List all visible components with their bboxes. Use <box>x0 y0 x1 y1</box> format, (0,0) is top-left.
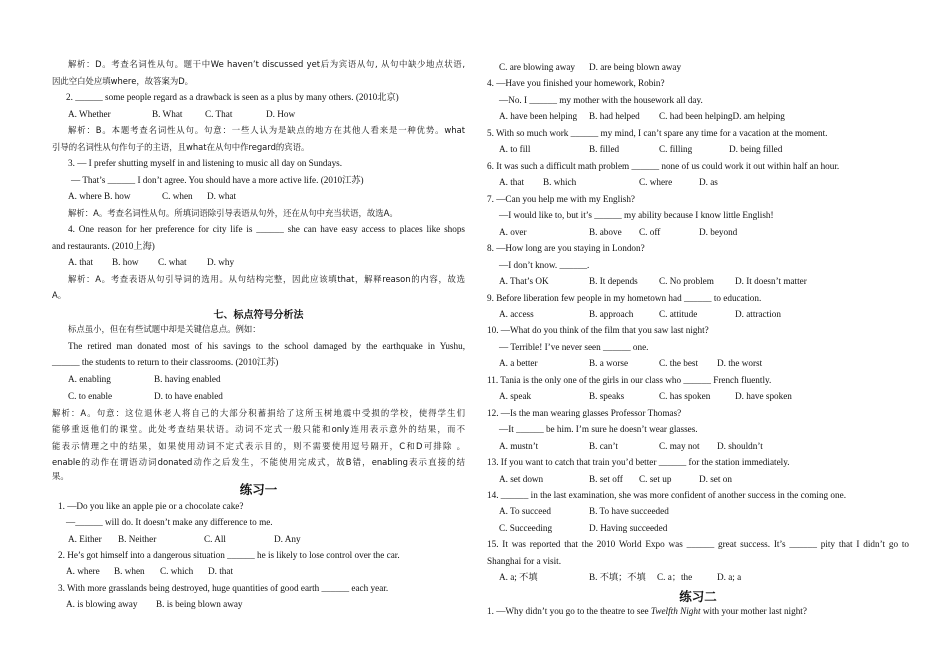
answer-option: D. attraction <box>735 309 781 319</box>
question-line: —No. I ______ my mother with the housework all day. <box>499 95 703 105</box>
explanation-line: 解析：A。句意：这位退休老人将自己的大部分积蓄捐给了这所玉树地震中受损的学校，使得学生们 <box>52 408 465 418</box>
answer-option: A. speak <box>499 391 532 401</box>
answer-option: C. which <box>160 566 194 576</box>
answer-option: A. that <box>68 257 94 267</box>
play-title: Twelfth Night <box>650 606 701 616</box>
answer-option: B. filled <box>589 144 620 154</box>
answer-option: B. It depends <box>589 276 638 286</box>
question-line: and restaurants. (2010上海) <box>52 241 155 251</box>
answer-option: D. a; a <box>717 572 742 582</box>
question-line: 10. —What do you think of the film that you saw last night? <box>487 325 709 335</box>
answer-option: B. can’t <box>589 441 618 451</box>
question-line: Shanghai for a visit. <box>487 556 561 566</box>
explanation-line: enable的动作在谓语动词donated动作之后发生，不能使用完成式，故B错，enabling表示直接的结 <box>52 457 465 467</box>
answer-option: D. beyond <box>699 227 738 237</box>
answer-option: C. had been helpingD. am helping <box>659 111 785 121</box>
answer-option: A. a; 不填 <box>499 572 538 582</box>
answer-option: C. where <box>639 177 673 187</box>
question-line: 14. ______ in the last examination, she was more confident of another success in the coming one. <box>487 490 846 500</box>
answer-option: C. the best <box>659 358 699 368</box>
question-line: 7. —Can you help me with my English? <box>487 194 636 204</box>
answer-option: A. enabling <box>68 374 111 384</box>
answer-option: B. which <box>543 177 577 187</box>
explanation-line: 因此空白处应填where，故答案为D。 <box>52 76 194 86</box>
answer-option: C. filling <box>659 144 693 154</box>
answer-option: A. mustn’t <box>499 441 539 451</box>
answer-option: A. have been helping <box>499 111 578 121</box>
answer-option: B. Neither <box>118 534 157 544</box>
question-line <box>487 605 807 617</box>
answer-option: A. a better <box>499 358 538 368</box>
answer-option: A. Either <box>68 534 102 544</box>
answer-option: C. what <box>158 257 187 267</box>
answer-option: A. set down <box>499 474 544 484</box>
question-line: 9. Before liberation few people in my hometown had ______ to education. <box>487 293 762 303</box>
answer-option: B. having enabled <box>154 374 221 384</box>
answer-option: D. Any <box>274 534 301 544</box>
answer-option: D. to have enabled <box>154 391 223 401</box>
answer-option: A. is blowing away <box>66 599 138 609</box>
explanation-line: 能表示情理之中的结果，如果使用动词不定式表示目的，则不需要使用逗号隔开，C和D可排除 。 <box>52 441 465 451</box>
answer-option: C. All <box>204 534 226 544</box>
question-line: 2. ______ some people regard as a drawback is seen as a plus by many others. (2010北京) <box>66 92 399 102</box>
answer-option: B. set off <box>589 474 623 484</box>
question-line: 5. With so much work ______ my mind, I can’t spare any time for a vacation at the moment. <box>487 128 828 138</box>
answer-option: D. set on <box>699 474 732 484</box>
answer-option: C. set up <box>639 474 672 484</box>
answer-option: D. as <box>699 177 718 187</box>
answer-option: D. How <box>266 109 296 119</box>
explanation-line: 引导的名词性从句作句子的主语，且what在从句中作regard的宾语。 <box>52 142 310 152</box>
question-line: ______ the students to return to their classrooms. (2010江苏) <box>52 357 279 367</box>
section-heading-practice-2: 练习二 <box>679 589 717 604</box>
answer-option: D. are being blown away <box>589 62 682 72</box>
question-line: 1. —Do you like an apple pie or a chocolate cake? <box>58 501 244 511</box>
answer-option: C. That <box>205 109 233 119</box>
question-line: 6. It was such a difficult math problem ______ none of us could work it out within half an hour. <box>487 161 840 171</box>
explanation-line: 解析：A。考查表语从句引导词的选用。从句结构完整，因此应该填that，解释reason的内容，故选 <box>68 274 465 284</box>
answer-option: C. Succeeding <box>499 523 553 533</box>
question-line: —I would like to, but it’s ______ my ability because I know little English! <box>499 210 774 220</box>
question-line: 12. —Is the man wearing glasses Professor Thomas? <box>487 408 682 418</box>
answer-option: D. that <box>208 566 234 576</box>
answer-option: C. attitude <box>659 309 698 319</box>
answer-option: C. to enable <box>68 391 113 401</box>
answer-option: C. off <box>639 227 661 237</box>
explanation-line: 果。 <box>52 471 69 481</box>
question-line: — Terrible! I’ve never seen ______ one. <box>499 342 649 352</box>
answer-option: A. That’s OK <box>499 276 549 286</box>
answer-option: A. to fill <box>499 144 531 154</box>
answer-option: A. over <box>499 227 527 237</box>
answer-option: C. are blowing away <box>499 62 576 72</box>
answer-option: A. To succeed <box>499 506 551 516</box>
explanation-line: 解析：A。考查名词性从句。所填词语除引导表语从句外，还在从句中充当状语，故选A。 <box>68 208 398 218</box>
answer-option: B. above <box>589 227 622 237</box>
answer-option: B. To have succeeded <box>589 506 669 516</box>
section-heading-practice-1: 练习一 <box>239 482 278 497</box>
question-line: —I don’t know. ______. <box>499 260 590 270</box>
explanation-line: 解析：B。本题考查名词性从句。句意：一些人认为是缺点的地方在其他人看来是一种优势。what <box>68 125 465 135</box>
question-line: 3. With more grasslands being destroyed, huge quantities of good earth ______ each year. <box>58 583 389 593</box>
answer-option: B. had helped <box>589 111 640 121</box>
question-line: 4. —Have you finished your homework, Robin? <box>487 78 665 88</box>
answer-option: B. a worse <box>589 358 629 368</box>
question-line: —______ will do. It doesn’t make any difference to me. <box>66 517 273 527</box>
answer-option: C. No problem <box>659 276 714 286</box>
answer-option: B. 不填；不填 <box>589 572 646 582</box>
answer-option: D. It doesn’t matter <box>735 276 807 286</box>
section-heading-punctuation: 七、标点符号分析法 <box>213 310 304 321</box>
answer-option: A. Whether <box>68 109 111 119</box>
answer-option: B. when <box>114 566 145 576</box>
answer-option: A. that <box>499 177 525 187</box>
question-line: —It ______ be him. I’m sure he doesn’t wear glasses. <box>499 424 698 434</box>
question-line: 2. He’s got himself into a dangerous situation ______ he is likely to lose control over the car. <box>58 550 400 560</box>
answer-option: A. where <box>66 566 100 576</box>
explanation-line: 标点虽小，但在有些试题中却是关键信息点。例如： <box>68 324 261 334</box>
question-line: — That’s ______ I don’t agree. You should have a more active life. (2010江苏) <box>71 175 364 185</box>
question-line: 3. — I prefer shutting myself in and listening to music all day on Sundays. <box>68 158 343 168</box>
answer-option: B. speaks <box>589 391 625 401</box>
answer-option: B. is being blown away <box>156 599 243 609</box>
explanation-line: 能够重返他们的课堂。此处考查结果状语。动词不定式一般只能和only连用表示意外的结果，而不 <box>52 424 465 434</box>
answer-option: A. where B. how <box>68 191 131 201</box>
answer-option: C. has spoken <box>659 391 711 401</box>
question-line: 4. One reason for her preference for city life is ______ she can have easy access to places like shops <box>68 224 465 234</box>
answer-option: C. a；the <box>657 572 693 582</box>
answer-option: C. when <box>162 191 193 201</box>
answer-option: A. access <box>499 309 534 319</box>
explanation-line: A。 <box>52 290 67 300</box>
answer-option: D. what <box>207 191 237 201</box>
answer-option: D. being filled <box>729 144 783 154</box>
answer-option: D. Having succeeded <box>589 523 668 533</box>
answer-option: B. What <box>152 109 183 119</box>
question-line: 13. If you want to catch that train you’d better ______ for the station immediately. <box>487 457 790 467</box>
explanation-line: 解析：D。考查名词性从句。题干中We haven’t discussed yet后为宾语从句, 从句中缺少地点状语, <box>68 59 465 69</box>
answer-option: D. have spoken <box>735 391 792 401</box>
question-line: 15. It was reported that the 2010 World Expo was ______ great success. It’s ______ pity that I didn’t go to <box>487 539 909 549</box>
question-text: with your mother last night? <box>700 606 807 616</box>
question-text: 1. —Why didn’t you go to the theatre to see <box>487 606 651 616</box>
question-line: The retired man donated most of his savings to the school damaged by the earthquake in Yushu, <box>68 341 465 351</box>
answer-option: C. may not <box>659 441 700 451</box>
question-line: 8. —How long are you staying in London? <box>487 243 645 253</box>
answer-option: B. how <box>112 257 139 267</box>
answer-option: D. shouldn’t <box>717 441 763 451</box>
answer-option: D. why <box>207 257 235 267</box>
answer-option: D. the worst <box>717 358 763 368</box>
answer-option: B. approach <box>589 309 634 319</box>
question-line: 11. Tania is the only one of the girls in our class who ______ French fluently. <box>487 375 772 385</box>
